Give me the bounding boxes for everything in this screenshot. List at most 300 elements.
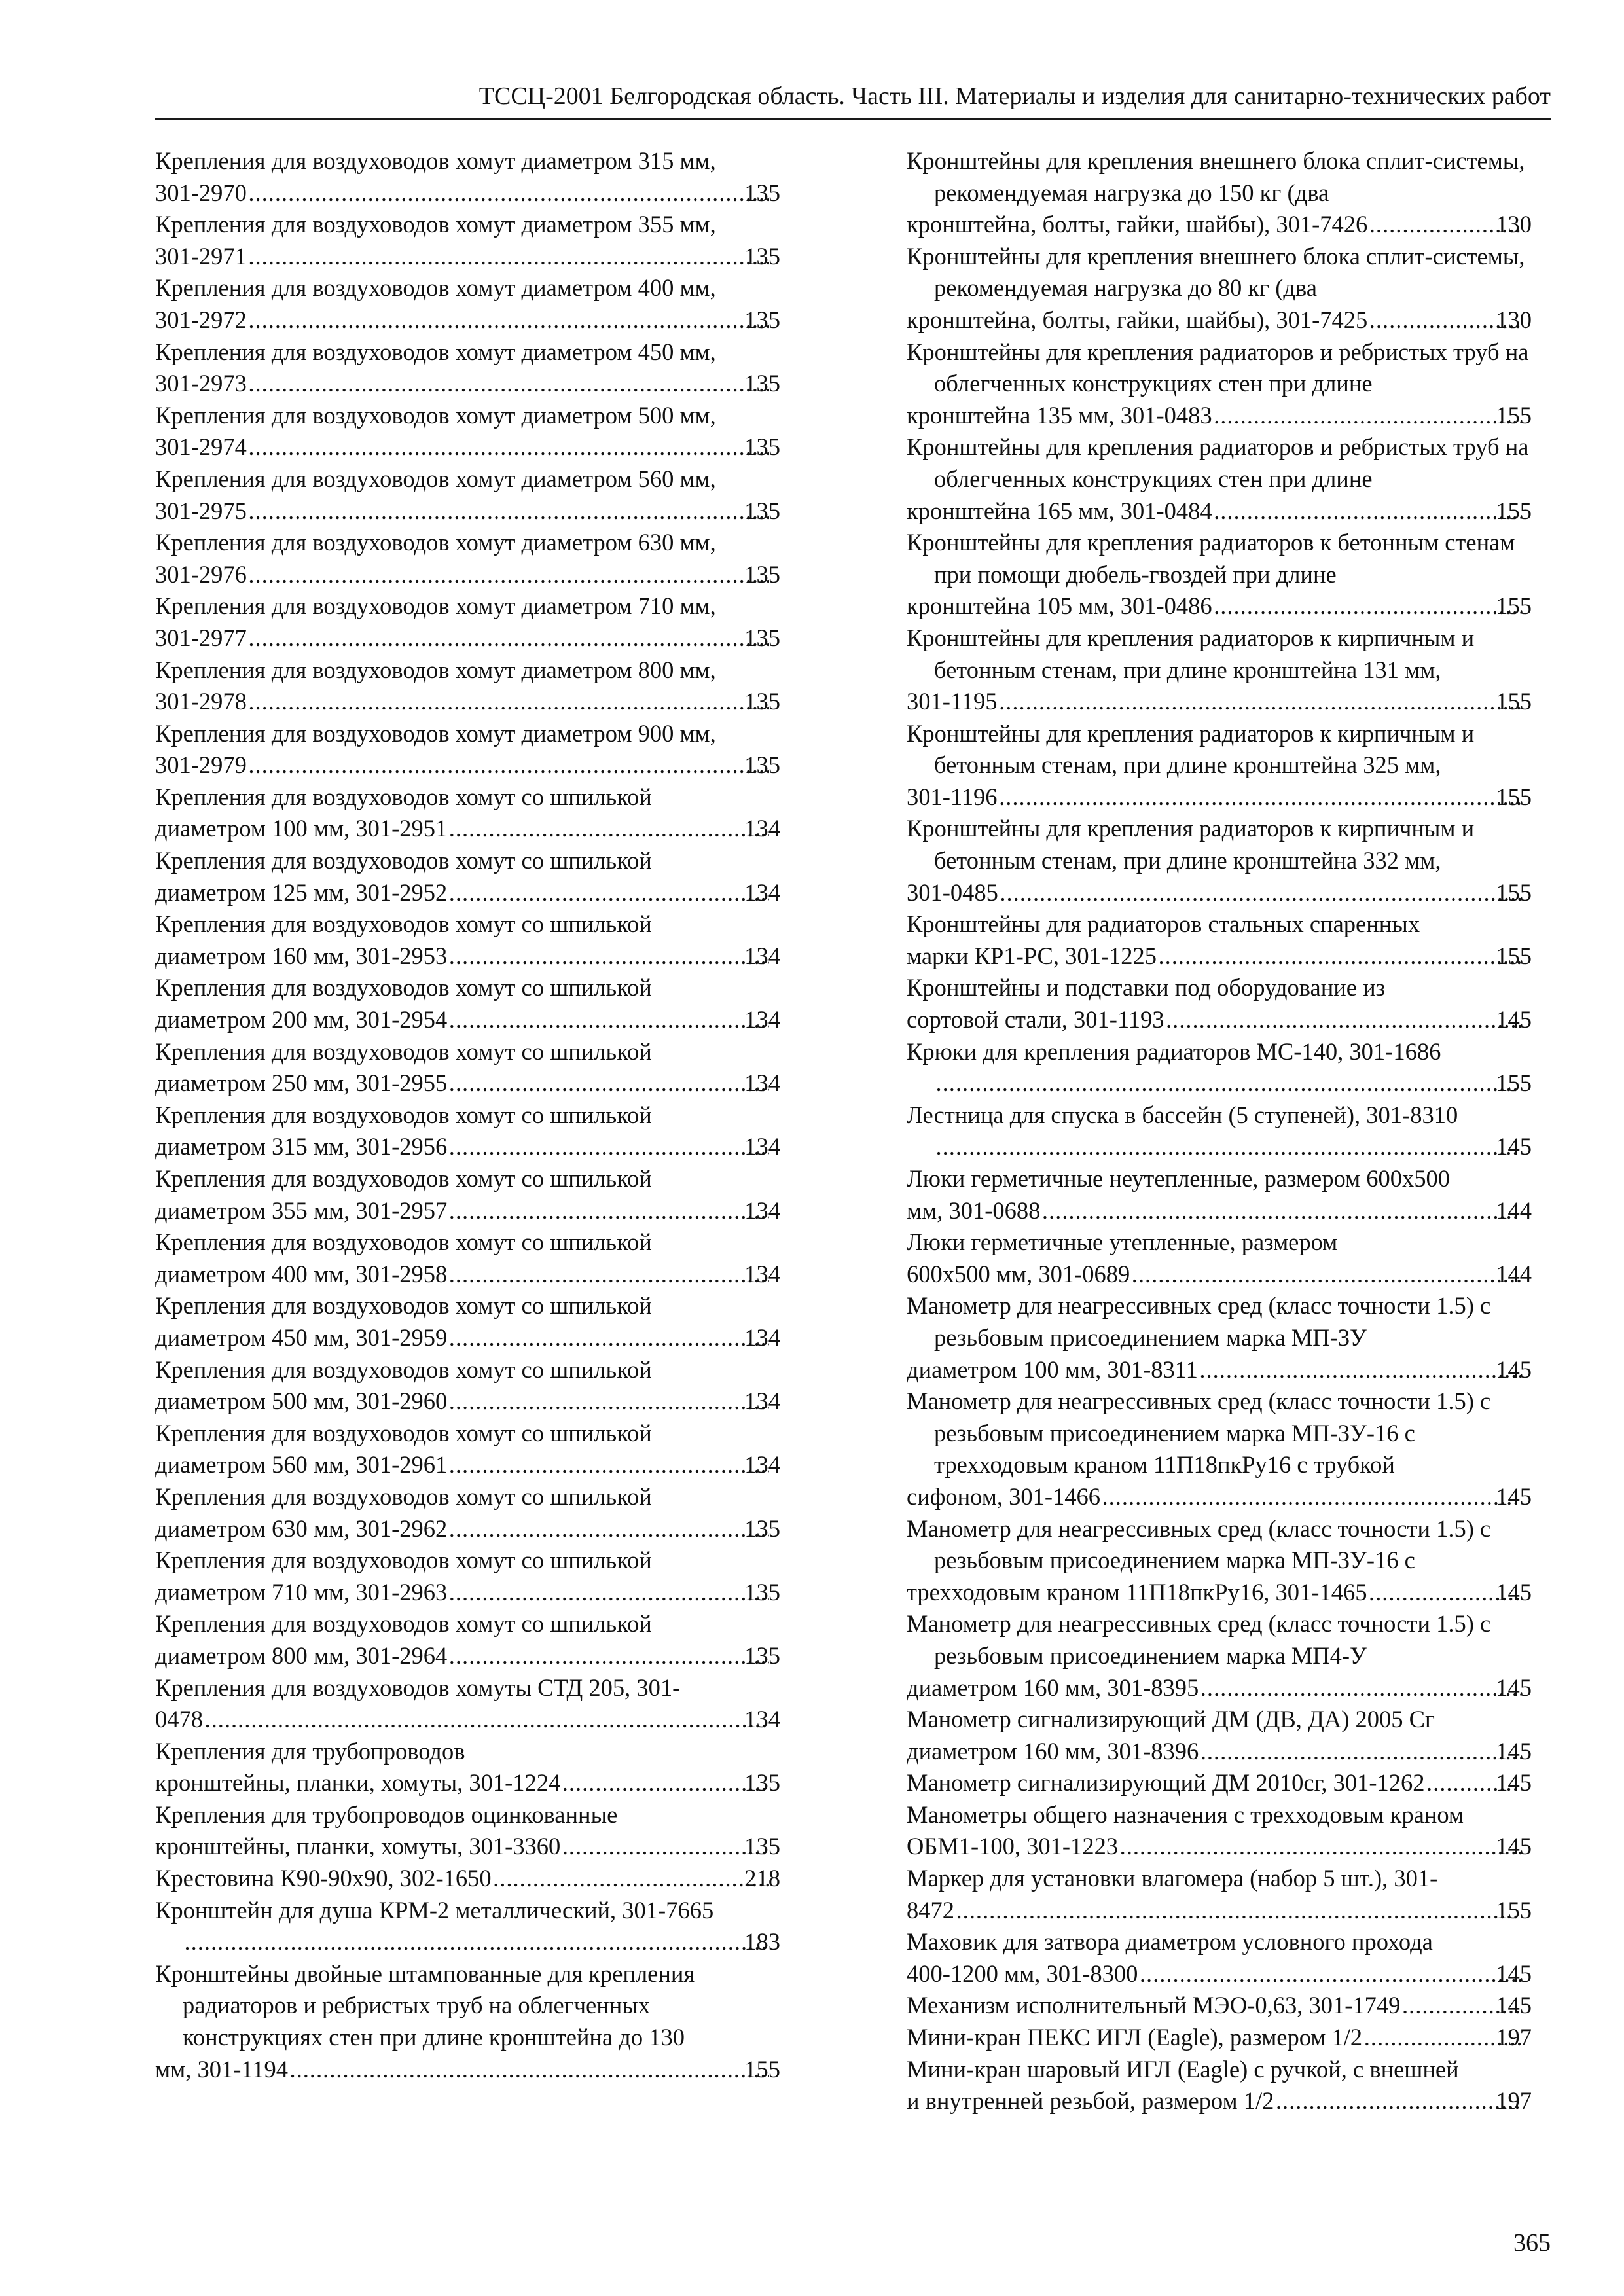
dot-leader (249, 495, 769, 528)
index-entry-last-line (907, 686, 1532, 718)
index-entry (907, 1163, 1532, 1227)
index-entry (155, 1481, 780, 1545)
index-entry (155, 400, 780, 463)
index-entry-last-line (907, 1958, 1532, 1990)
index-entry-text: Кронштейны для крепления радиаторов к кирпичным и бетонным стенам, при длине кронштейна 131 мм, (907, 624, 1475, 683)
index-entry (907, 431, 1532, 527)
dot-leader (957, 1895, 1521, 1927)
index-entry-page: 134 (744, 878, 780, 906)
index-entry-text: Крепления для трубопроводов оцинкованные (155, 1801, 618, 1828)
index-entry-text: Манометр сигнализирующий ДМ (ДВ, ДА) 2005 Сг (907, 1706, 1435, 1733)
index-entry-page: 134 (744, 1706, 780, 1733)
index-entry-last-line (934, 1131, 1532, 1163)
index-entry-code: диаметром 800 мм, 301-2964 (155, 1641, 448, 1669)
index-entry-text: Крепления для воздуховодов хомут со шпилькой (155, 974, 652, 1001)
index-entry-page: 155 (1496, 878, 1532, 906)
index-entry-text: Кронштейны для радиаторов стальных спаренных (907, 910, 1420, 938)
index-entry-last-line (907, 209, 1532, 241)
index-entry-code: мм, 301-0688 (907, 1196, 1041, 1224)
index-entry-text: Крепления для воздуховодов хомуты СТД 205, 301- (155, 1674, 681, 1701)
index-entry-page: 155 (1496, 497, 1532, 524)
index-entry-text: Манометр для неагрессивных сред (класс точности 1.5) с резьбовым присоединением марка МП-3У-16 с (907, 1515, 1491, 1574)
index-entry-text: Манометр для неагрессивных сред (класс точности 1.5) с резьбовым присоединением марка МП4-У (907, 1610, 1491, 1669)
index-entry-last-line (155, 941, 780, 973)
index-entry (155, 1290, 780, 1354)
index-entry (155, 845, 780, 908)
index-entry (907, 1386, 1532, 1513)
index-entry (907, 622, 1532, 718)
index-entry-text: Маркер для установки влагомера (набор 5 шт.), 301- (907, 1865, 1438, 1892)
index-entry (155, 590, 780, 654)
index-entry-last-line (907, 2022, 1532, 2054)
index-entry (907, 1767, 1532, 1799)
index-entry-last-line (155, 431, 780, 463)
index-entry-code: кронштейна, болты, гайки, шайбы), 301-7426 (907, 211, 1368, 238)
index-entry (155, 1545, 780, 1608)
index-entry-code: диаметром 710 мм, 301-2963 (155, 1578, 448, 1605)
index-column-right (907, 145, 1532, 2117)
index-entry (907, 241, 1532, 336)
index-entry-code: Механизм исполнительный МЭО-0,63, 301-1749 (907, 1992, 1401, 2019)
index-entry-code: диаметром 355 мм, 301-2957 (155, 1196, 448, 1224)
index-entry-last-line (907, 1577, 1532, 1609)
dot-leader (450, 941, 769, 973)
index-entry-code: 301-2979 (155, 751, 247, 779)
index-entry-last-line (155, 686, 780, 718)
index-entry (155, 1736, 780, 1799)
index-entry-code: диаметром 315 мм, 301-2956 (155, 1133, 448, 1160)
running-header-title: ТССЦ-2001 Белгородская область. Часть III. Материалы и изделия для санитарно-технических работ (478, 82, 1551, 110)
dot-leader (494, 1863, 770, 1895)
index-entry-code: 301-2975 (155, 497, 247, 524)
index-entry (155, 1418, 780, 1481)
index-entry-last-line (183, 1926, 780, 1958)
index-entry-page: 144 (1496, 1260, 1532, 1287)
index-entry-code: 301-2976 (155, 560, 247, 588)
index-entry (155, 336, 780, 400)
index-entry-last-line (907, 400, 1532, 432)
dot-leader (1201, 1736, 1521, 1768)
page-number: 365 (1513, 2229, 1551, 2257)
index-entry-page: 218 (744, 1865, 780, 1892)
index-entry (155, 1163, 780, 1227)
index-entry-last-line (155, 495, 780, 528)
index-entry-last-line (155, 1131, 780, 1163)
index-entry (155, 1895, 780, 1958)
index-entry-code: сифоном, 301-1466 (907, 1482, 1100, 1510)
dot-leader (937, 1131, 1521, 1163)
index-entry-page: 145 (1496, 1769, 1532, 1797)
dot-leader (1132, 1259, 1521, 1291)
index-entry-text: Кронштейны двойные штампованные для крепления радиаторов и ребристых труб на облегченных конструкциях стен при длине кронштейна до 130 (155, 1960, 695, 2051)
dot-leader (1215, 495, 1521, 528)
index-entry-last-line (155, 2054, 780, 2086)
index-entry-code: кронштейна 165 мм, 301-0484 (907, 497, 1212, 524)
index-entry (155, 463, 780, 527)
dot-leader (450, 1067, 769, 1100)
index-entry-code: Мини-кран ПЕКС ИГЛ (Eagle), размером 1/2 (907, 2024, 1363, 2051)
index-entry-page: 155 (1496, 1069, 1532, 1097)
dot-leader (450, 1322, 769, 1354)
index-entry-last-line (907, 304, 1532, 336)
dot-leader (249, 559, 769, 591)
index-entry-code: кронштейны, планки, хомуты, 301-3360 (155, 1833, 561, 1860)
index-entry (155, 1354, 780, 1418)
index-entry-text: Крепления для воздуховодов хомут диаметром 355 мм, (155, 211, 716, 238)
dot-leader (450, 1195, 769, 1227)
dot-leader (206, 1704, 769, 1736)
index-entry-last-line (155, 1640, 780, 1672)
index-entry-last-line (155, 749, 780, 781)
index-entry-code: диаметром 630 мм, 301-2962 (155, 1515, 448, 1542)
index-entry-page: 130 (1496, 211, 1532, 238)
index-entry-text: Крепления для воздуховодов хомут диаметром 800 мм, (155, 656, 716, 683)
index-entry-last-line (155, 177, 780, 209)
index-entry-text: Кронштейны для крепления внешнего блока сплит-системы, рекомендуемая нагрузка до 80 кг (два (907, 242, 1525, 302)
index-entry-last-line (155, 1004, 780, 1036)
index-entry-last-line (155, 1386, 780, 1418)
index-entry-code: 600х500 мм, 301-0689 (907, 1260, 1130, 1287)
index-entry-last-line (907, 1736, 1532, 1768)
index-entry-text: Крепления для воздуховодов хомут со шпилькой (155, 1165, 652, 1192)
index-entry-text: Крепления для воздуховодов хомут диаметром 710 мм, (155, 592, 716, 620)
index-entry-text: Кронштейны для крепления радиаторов к кирпичным и бетонным стенам, при длине кронштейна 332 мм, (907, 815, 1475, 874)
index-entry-last-line (907, 1195, 1532, 1227)
dot-leader (249, 241, 769, 273)
index-entry-text: Манометр для неагрессивных сред (класс точности 1.5) с резьбовым присоединением марка МП-3У (907, 1292, 1491, 1351)
index-entry (155, 1036, 780, 1100)
dot-leader (1201, 1672, 1521, 1704)
index-entry-page: 155 (1496, 783, 1532, 810)
dot-leader (249, 686, 769, 718)
index-entry (907, 1036, 1532, 1100)
index-entry-last-line (907, 495, 1532, 528)
index-entry-last-line (907, 1767, 1532, 1799)
index-entry-page: 145 (1496, 1578, 1532, 1605)
index-entry-page: 134 (744, 1388, 780, 1415)
index-entry-last-line (907, 1481, 1532, 1513)
index-entry (907, 813, 1532, 908)
index-entry-page: 134 (744, 1260, 780, 1287)
index-entry (155, 527, 780, 590)
dot-leader (1215, 590, 1521, 622)
index-entry-code: марки КР1-РС, 301-1225 (907, 942, 1157, 969)
index-entry-last-line (155, 1067, 780, 1100)
index-entry-page: 155 (744, 2055, 780, 2083)
index-entry (155, 1863, 780, 1895)
index-entry-last-line (907, 1354, 1532, 1386)
index-entry-page: 145 (1496, 1006, 1532, 1033)
index-entry-page: 135 (744, 1515, 780, 1542)
index-entry-page: 134 (744, 1323, 780, 1351)
index-entry-page: 134 (744, 942, 780, 969)
index-entry-page: 155 (1496, 1896, 1532, 1924)
index-entry-page: 135 (744, 1833, 780, 1860)
index-entry-code: диаметром 450 мм, 301-2959 (155, 1323, 448, 1351)
index-entry (907, 908, 1532, 972)
index-entry-text: Манометр для неагрессивных сред (класс точности 1.5) с резьбовым присоединением марка МП-3У-16 с трехходовым краном 11П18пкРу16 с трубкой (907, 1388, 1491, 1479)
index-entry-text: Крепления для воздуховодов хомут диаметром 315 мм, (155, 147, 716, 174)
index-entry-code: 301-2972 (155, 306, 247, 333)
index-entry-last-line (907, 590, 1532, 622)
index-entry-last-line (155, 1513, 780, 1545)
index-entry-text: Кронштейны для крепления радиаторов и ребристых труб на облегченных конструкциях стен при длине (907, 338, 1529, 397)
index-entry-last-line (907, 877, 1532, 909)
index-entry-page: 145 (1496, 1737, 1532, 1765)
dot-leader (1001, 877, 1521, 909)
index-entry-text: Крепления для воздуховодов хомут со шпилькой (155, 1547, 652, 1574)
index-entry-code: ОБМ1-100, 301-1223 (907, 1833, 1119, 1860)
dot-leader (1140, 1958, 1521, 1990)
dot-leader (291, 2054, 769, 2086)
index-entry-last-line (155, 368, 780, 400)
index-entry-text: Кронштейны для крепления радиаторов к кирпичным и бетонным стенам, при длине кронштейна 325 мм, (907, 719, 1475, 779)
index-entry-page: 135 (744, 751, 780, 779)
dot-leader (937, 1067, 1521, 1100)
index-entry-page: 135 (744, 1641, 780, 1669)
index-entry-page: 135 (744, 497, 780, 524)
running-header (155, 77, 1551, 120)
index-entry-code: диаметром 560 мм, 301-2961 (155, 1451, 448, 1479)
index-entry-text: Крепления для воздуховодов хомут диаметром 400 мм, (155, 274, 716, 302)
index-entry-text: Мини-кран шаровый ИГЛ (Eagle) с ручкой, с внешней (907, 2055, 1459, 2083)
index-entry-text: Крепления для воздуховодов хомут диаметром 450 мм, (155, 338, 716, 365)
dot-leader (1103, 1481, 1521, 1513)
dot-leader (450, 1004, 769, 1036)
index-entry-page: 135 (744, 1769, 780, 1797)
index-entry (907, 1513, 1532, 1609)
dot-leader (1276, 2085, 1521, 2117)
index-entry-code: диаметром 100 мм, 301-8311 (907, 1355, 1198, 1383)
index-entry-last-line (155, 1259, 780, 1291)
index-entry-page: 130 (1496, 306, 1532, 333)
index-entry (907, 2054, 1532, 2117)
index-entry-text: Крепления для воздуховодов хомут диаметром 630 мм, (155, 529, 716, 556)
index-entry-last-line (907, 781, 1532, 814)
index-entry-last-line (155, 1704, 780, 1736)
index-entry (155, 1608, 780, 1672)
index-entry (907, 1227, 1532, 1290)
index-entry-last-line (934, 1067, 1532, 1100)
dot-leader (1121, 1831, 1521, 1863)
index-entry-page: 135 (744, 306, 780, 333)
index-entry (907, 1863, 1532, 1926)
index-entry (155, 1227, 780, 1290)
index-entry-code: и внутренней резьбой, размером 1/2 (907, 2087, 1274, 2115)
index-entry-page: 155 (1496, 592, 1532, 620)
index-entry-code: 8472 (907, 1896, 954, 1924)
index-entry (907, 336, 1532, 432)
index-entry-last-line (155, 304, 780, 336)
index-entry-text: Крепления для воздуховодов хомут со шпилькой (155, 1355, 652, 1383)
dot-leader (185, 1926, 769, 1958)
index-entry (155, 1672, 780, 1736)
index-entry-code: диаметром 160 мм, 301-8396 (907, 1737, 1199, 1765)
index-entry-text: Крепления для трубопроводов (155, 1737, 465, 1765)
index-entry-text: Крепления для воздуховодов хомут диаметром 560 мм, (155, 465, 716, 492)
index-entry (907, 1290, 1532, 1386)
index-entry (155, 655, 780, 718)
index-entry-code: мм, 301-1194 (155, 2055, 288, 2083)
index-entry-page: 144 (1496, 1196, 1532, 1224)
index-entry-last-line (155, 877, 780, 909)
index-entry-text: Кронштейны для крепления радиаторов к бетонным стенам при помощи дюбель-гвоздей при длине (907, 529, 1515, 588)
index-entry-last-line (907, 2085, 1532, 2117)
index-entry-page: 134 (744, 1069, 780, 1097)
index-entry-code: 400-1200 мм, 301-8300 (907, 1960, 1138, 1987)
index-entry-last-line (155, 1767, 780, 1799)
index-entry-text: Люки герметичные неутепленные, размером 600х500 (907, 1165, 1450, 1192)
index-entry-code: 301-0485 (907, 878, 998, 906)
index-entry-code: 301-2971 (155, 242, 247, 270)
index-entry-text: Крепления для воздуховодов хомут диаметром 500 мм, (155, 401, 716, 429)
index-entry-code: 301-2978 (155, 688, 247, 715)
index-entry (907, 1926, 1532, 1990)
index-entry-text: Крепления для воздуховодов хомут со шпилькой (155, 1229, 652, 1256)
index-entry-last-line (155, 1577, 780, 1609)
dot-leader (1043, 1195, 1521, 1227)
index-entry-last-line (155, 1322, 780, 1354)
index-entry-text: Кронштейн для душа КРМ-2 металлический, 301-7665 (155, 1896, 714, 1924)
index-entry-code: диаметром 400 мм, 301-2958 (155, 1260, 448, 1287)
dot-leader (1000, 686, 1521, 718)
index-entry-last-line (907, 941, 1532, 973)
index-entry-code: диаметром 100 мм, 301-2951 (155, 815, 448, 842)
index-entry-code: диаметром 500 мм, 301-2960 (155, 1388, 448, 1415)
index-entry-code: кронштейна 135 мм, 301-0483 (907, 401, 1212, 429)
index-entry-text: Кронштейны для крепления внешнего блока сплит-системы, рекомендуемая нагрузка до 150 кг (два (907, 147, 1525, 206)
index-entry-page: 145 (1496, 1133, 1532, 1160)
index-entry-code: диаметром 160 мм, 301-8395 (907, 1674, 1199, 1701)
index-entry-last-line (155, 1195, 780, 1227)
index-entry-code: сортовой стали, 301-1193 (907, 1006, 1164, 1033)
index-entry-text: Крепления для воздуховодов хомут со шпилькой (155, 783, 652, 810)
index-entry (907, 2022, 1532, 2054)
index-entry-text: Крепления для воздуховодов хомут со шпилькой (155, 1610, 652, 1638)
index-entry-page: 145 (1496, 1992, 1532, 2019)
index-entry (907, 1608, 1532, 1704)
index-entry-page: 197 (1496, 2087, 1532, 2115)
index-entry-text: Крепления для воздуховодов хомут со шпилькой (155, 1419, 652, 1446)
dot-leader (249, 622, 769, 655)
index-entry-text: Кронштейны для крепления радиаторов и ребристых труб на облегченных конструкциях стен при длине (907, 433, 1529, 492)
dot-leader (249, 368, 769, 400)
dot-leader (450, 1131, 769, 1163)
dot-leader (450, 877, 769, 909)
dot-leader (450, 1449, 769, 1481)
index-entry-last-line (907, 1895, 1532, 1927)
index-entry-last-line (155, 813, 780, 845)
index-entry (155, 972, 780, 1035)
dot-leader (563, 1767, 769, 1799)
index-entry-page: 135 (744, 1578, 780, 1605)
index-entry-page: 135 (744, 179, 780, 206)
index-entry-page: 134 (744, 1133, 780, 1160)
index-entry-page: 135 (744, 624, 780, 651)
index-entry-text: Лестница для спуска в бассейн (5 ступеней), 301-8310 (907, 1101, 1458, 1128)
index-entry-code: 301-1195 (907, 688, 998, 715)
index-entry-text: Крюки для крепления радиаторов МС-140, 301-1686 (907, 1037, 1441, 1065)
index-entry-page: 145 (1496, 1833, 1532, 1860)
index-entry-page: 145 (1496, 1482, 1532, 1510)
index-entry-last-line (907, 1990, 1532, 2022)
dot-leader (1200, 1354, 1521, 1386)
index-column-left (155, 145, 780, 2085)
dot-leader (1215, 400, 1521, 432)
index-entry-code: 301-2974 (155, 433, 247, 461)
index-entry-page: 155 (1496, 688, 1532, 715)
index-entry (907, 1704, 1532, 1767)
index-entry-page: 135 (744, 433, 780, 461)
dot-leader (563, 1831, 769, 1863)
index-entry (907, 1100, 1532, 1163)
dot-leader (450, 1640, 769, 1672)
index-entry (155, 272, 780, 336)
index-entry-text: Манометры общего назначения с трехходовым краном (907, 1801, 1464, 1828)
dot-leader (1000, 781, 1521, 814)
index-entry-page: 197 (1496, 2024, 1532, 2051)
index-entry-last-line (155, 1863, 780, 1895)
index-entry-last-line (155, 622, 780, 655)
index-entry-page: 155 (1496, 401, 1532, 429)
dot-leader (450, 813, 769, 845)
index-entry (907, 145, 1532, 241)
index-entry-last-line (155, 241, 780, 273)
index-entry-text: Крепления для воздуховодов хомут со шпилькой (155, 1292, 652, 1319)
index-entry-last-line (907, 1831, 1532, 1863)
index-entry-page: 155 (1496, 942, 1532, 969)
index-entry (155, 209, 780, 272)
index-entry-code: кронштейны, планки, хомуты, 301-1224 (155, 1769, 561, 1797)
index-entry-text: Крепления для воздуховодов хомут со шпилькой (155, 847, 652, 874)
index-entry-code: диаметром 125 мм, 301-2952 (155, 878, 448, 906)
index-entry-last-line (907, 1004, 1532, 1036)
index-entry-code: Манометр сигнализирующий ДМ 2010сг, 301-1262 (907, 1769, 1425, 1797)
index-entry-code: кронштейна, болты, гайки, шайбы), 301-7425 (907, 306, 1368, 333)
index-entry-page: 183 (744, 1928, 780, 1956)
index-entry (907, 1990, 1532, 2022)
dot-leader (1167, 1004, 1521, 1036)
index-entry-page: 135 (744, 688, 780, 715)
index-entry-text: Крепления для воздуховодов хомут диаметром 900 мм, (155, 719, 716, 747)
index-entry-page: 135 (744, 370, 780, 397)
index-entry (155, 1799, 780, 1863)
dot-leader (450, 1577, 769, 1609)
index-entry-page: 135 (744, 560, 780, 588)
index-entry-last-line (907, 1672, 1532, 1704)
index-entry-code: трехходовым краном 11П18пкРу16, 301-1465 (907, 1578, 1367, 1605)
index-entry-code: кронштейна 105 мм, 301-0486 (907, 592, 1212, 620)
index-entry-code: диаметром 160 мм, 301-2953 (155, 942, 448, 969)
index-entry-page: 134 (744, 815, 780, 842)
index-entry (907, 1799, 1532, 1863)
index-entry-last-line (155, 559, 780, 591)
index-entry-code: 301-2973 (155, 370, 247, 397)
index-entry-text: Крепления для воздуховодов хомут со шпилькой (155, 1482, 652, 1510)
dot-leader (249, 304, 769, 336)
dot-leader (450, 1513, 769, 1545)
index-entry-text: Крепления для воздуховодов хомут со шпилькой (155, 1037, 652, 1065)
index-entry-text: Кронштейны и подставки под оборудование из (907, 974, 1386, 1001)
dot-leader (249, 749, 769, 781)
dot-leader (249, 431, 769, 463)
index-entry-code: 301-2977 (155, 624, 247, 651)
index-entry-page: 134 (744, 1196, 780, 1224)
index-entry-last-line (907, 1259, 1532, 1291)
index-entry-code: 301-2970 (155, 179, 247, 206)
dot-leader (450, 1259, 769, 1291)
index-entry (907, 527, 1532, 622)
